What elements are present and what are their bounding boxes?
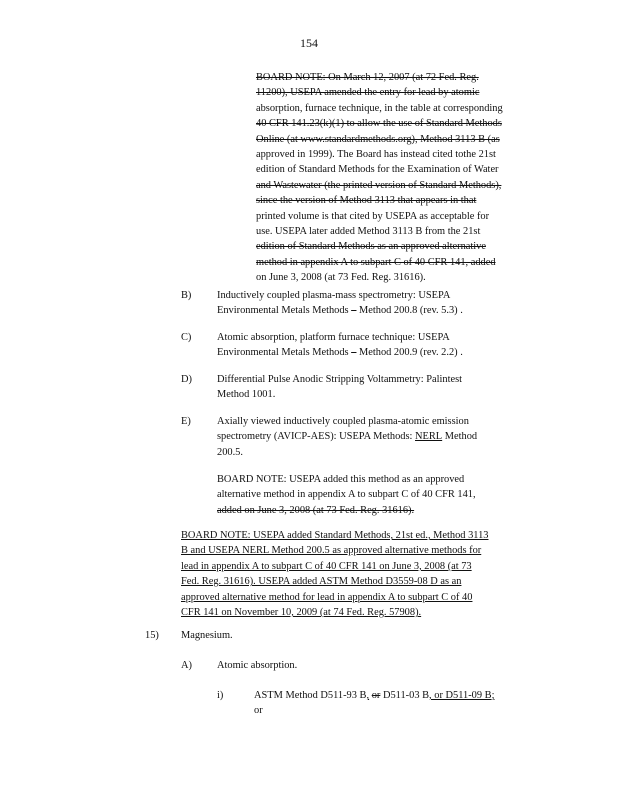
note-line: 11200), USEPA amended the entry for lead by atomic bbox=[256, 87, 480, 99]
board-note-lead-3113b bbox=[256, 70, 531, 286]
item-i-text bbox=[254, 688, 544, 719]
item-b-label: B) bbox=[181, 290, 192, 301]
note-line: method in appendix A to subpart C of 40 CFR 141, added bbox=[256, 256, 496, 268]
item-a-label: A) bbox=[181, 660, 192, 671]
item-line: Inductively coupled plasma-mass spectrometry: USEPA bbox=[217, 290, 451, 301]
board-note-lead-methods bbox=[181, 528, 541, 620]
note-line: approved in 1999). The Board has instead cited tothe 21st bbox=[256, 149, 496, 161]
item-e-label: E) bbox=[181, 416, 191, 427]
note-line: edition of Standard Methods for the Examination of Water bbox=[256, 164, 499, 176]
note-line: 40 CFR 141.23(k)(1) to allow the use of Standard Methods bbox=[256, 118, 502, 130]
section-15-label: 15) bbox=[145, 630, 159, 641]
item-line: 200.5. bbox=[217, 446, 243, 458]
section-15-title: Magnesium. bbox=[181, 630, 233, 641]
note-line: since the version of Method 3113 that appears in that bbox=[256, 195, 477, 207]
note-line: Online (at www.standardmethods.org), Method 3113 B (as bbox=[256, 133, 500, 145]
item-a-text: Atomic absorption. bbox=[217, 660, 298, 671]
item-line: or bbox=[254, 705, 263, 717]
item-c-label: C) bbox=[181, 332, 192, 343]
item-line: Atomic absorption, platform furnace technique: USEPA bbox=[217, 332, 450, 343]
item-c-text bbox=[217, 330, 517, 361]
item-line: Environmental Metals Methods – Method 200.8 (rev. 5.3) . bbox=[217, 305, 463, 317]
item-line: ASTM Method D511-93 B, or D511-03 B, or D511-09 B; bbox=[254, 690, 495, 701]
note-line: printed volume is that cited by USEPA as acceptable for bbox=[256, 210, 490, 222]
note-line: BOARD NOTE: On March 12, 2007 (at 72 Fed. Reg. bbox=[256, 72, 479, 83]
page-number: 154 bbox=[300, 36, 318, 50]
item-d-text bbox=[217, 372, 517, 403]
note-line: alternative method in appendix A to subpart C of 40 CFR 141, bbox=[217, 489, 476, 501]
note-line: edition of Standard Methods as an approved alternative bbox=[256, 241, 486, 253]
item-line: Environmental Metals Methods – Method 200.9 (rev. 2.2) . bbox=[217, 347, 463, 359]
note-line: use. USEPA later added Method 3113 B from the 21st bbox=[256, 226, 481, 238]
item-line: spectrometry (AVICP-AES): USEPA Methods: NERL Method bbox=[217, 431, 478, 443]
note-line: B and USEPA NERL Method 200.5 as approved alternative methods for bbox=[181, 545, 482, 557]
note-line: BOARD NOTE: USEPA added this method as an approved bbox=[217, 474, 465, 485]
note-line: Fed. Reg. 31616). USEPA added ASTM Method D3559-08 D as an bbox=[181, 576, 462, 588]
note-line: absorption, furnace technique, in the table at corresponding bbox=[256, 102, 503, 114]
note-line: approved alternative method for lead in appendix A to subpart C of 40 bbox=[181, 591, 473, 603]
note-line: on June 3, 2008 (at 73 Fed. Reg. 31616). bbox=[256, 272, 426, 284]
item-d-label: D) bbox=[181, 374, 192, 385]
item-line: Differential Pulse Anodic Stripping Voltammetry: Palintest bbox=[217, 374, 463, 385]
note-line: added on June 3, 2008 (at 73 Fed. Reg. 31616). bbox=[217, 504, 415, 516]
note-line: BOARD NOTE: USEPA added Standard Methods, 21st ed., Method 3113 bbox=[181, 530, 489, 541]
item-e-text bbox=[217, 414, 527, 460]
item-line: Axially viewed inductively coupled plasma-atomic emission bbox=[217, 416, 469, 427]
note-line: lead in appendix A to subpart C of 40 CFR 141 on June 3, 2008 (at 73 bbox=[181, 560, 472, 572]
item-b-text bbox=[217, 288, 517, 319]
note-line: and Wastewater (the printed version of Standard Methods), bbox=[256, 179, 502, 191]
board-note-avicp-aes bbox=[217, 472, 527, 518]
note-line: CFR 141 on November 10, 2009 (at 74 Fed. Reg. 57908). bbox=[181, 607, 422, 619]
item-line: Method 1001. bbox=[217, 389, 276, 401]
item-i-label: i) bbox=[217, 690, 224, 701]
